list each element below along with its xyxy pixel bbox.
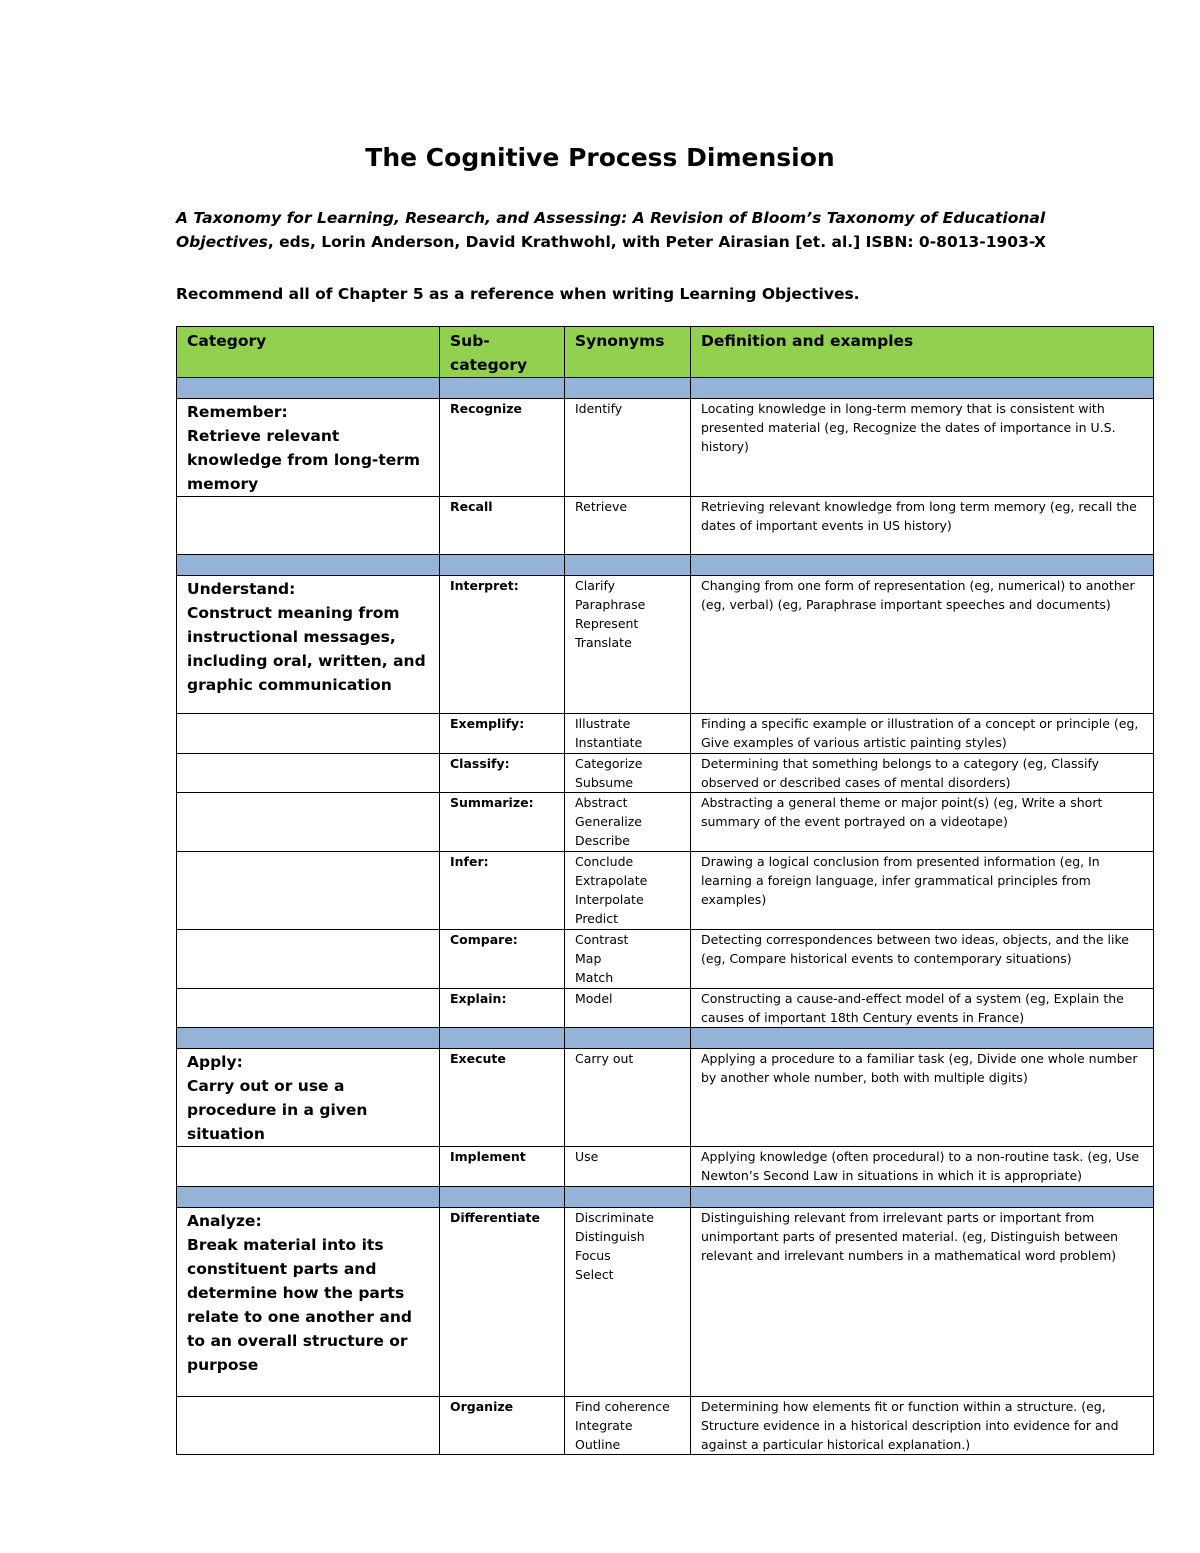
subcategory-cell: Recall — [440, 497, 565, 555]
synonyms-cell — [565, 1208, 691, 1397]
category-cell — [177, 1049, 440, 1147]
section-divider — [177, 378, 1154, 399]
synonym: Map — [575, 951, 602, 966]
divider-cell — [565, 555, 691, 576]
definition-cell: Locating knowledge in long-term memory that is consistent with presented material (eg, Recognize the dates of importance in U.S. history) — [691, 399, 1154, 497]
synonym: Extrapolate — [575, 873, 648, 888]
definition-cell: Changing from one form of representation (eg, numerical) to another (eg, verbal) (eg, Paraphrase important speeches and documents) — [691, 576, 1154, 714]
category-name: Remember: — [187, 403, 288, 421]
definition-cell: Determining how elements fit or function within a structure. (eg, Structure evidence in a historical description into evidence for and against a particular historical explanation.) — [691, 1397, 1154, 1455]
header-definition: Definition and examples — [691, 327, 1154, 378]
synonym: Outline — [575, 1437, 621, 1452]
subcategory-cell: Summarize: — [440, 793, 565, 852]
subcategory-cell: Explain: — [440, 989, 565, 1028]
table-row — [177, 714, 1154, 754]
definition-cell: Constructing a cause-and-effect model of a system (eg, Explain the causes of important 18th Century events in France) — [691, 989, 1154, 1028]
section-divider — [177, 1187, 1154, 1208]
category-name: Analyze: — [187, 1212, 262, 1230]
divider-cell — [691, 1187, 1154, 1208]
table-row — [177, 399, 1154, 497]
divider-cell — [440, 1187, 565, 1208]
synonym: Represent — [575, 616, 639, 631]
divider-cell — [440, 555, 565, 576]
synonym: Carry out — [575, 1051, 634, 1066]
header-synonyms: Synonyms — [565, 327, 691, 378]
synonym: Use — [575, 1149, 599, 1164]
synonym: Interpolate — [575, 892, 644, 907]
synonym: Model — [575, 991, 613, 1006]
book-title-cont: Objectives — [176, 233, 268, 251]
table-row — [177, 852, 1154, 930]
synonym: Conclude — [575, 854, 634, 869]
divider-cell — [691, 555, 1154, 576]
divider-cell — [177, 378, 440, 399]
synonym: Describe — [575, 833, 630, 848]
subcategory-cell: Implement — [440, 1147, 565, 1187]
definition-cell: Determining that something belongs to a category (eg, Classify observed or described cases of mental disorders) — [691, 754, 1154, 793]
synonym: Distinguish — [575, 1229, 645, 1244]
page-title: The Cognitive Process Dimension — [365, 143, 835, 172]
synonym: Subsume — [575, 775, 634, 790]
divider-cell — [440, 378, 565, 399]
table-row — [177, 930, 1154, 989]
synonym: Retrieve — [575, 499, 628, 514]
table-row — [177, 1049, 1154, 1147]
category-cell — [177, 852, 440, 930]
divider-cell — [565, 1187, 691, 1208]
header-category: Category — [177, 327, 440, 378]
table-row — [177, 576, 1154, 714]
synonym: Illustrate — [575, 716, 631, 731]
category-cell — [177, 399, 440, 497]
synonyms-cell — [565, 793, 691, 852]
definition-cell: Applying a procedure to a familiar task (eg, Divide one whole number by another whole number, both with multiple digits) — [691, 1049, 1154, 1147]
category-cell — [177, 989, 440, 1028]
synonym: Paraphrase — [575, 597, 646, 612]
table-row — [177, 754, 1154, 793]
synonym: Categorize — [575, 756, 643, 771]
synonym: Select — [575, 1267, 614, 1282]
definition-cell: Finding a specific example or illustration of a concept or principle (eg, Give examples of various artistic painting styles) — [691, 714, 1154, 754]
table-row — [177, 1397, 1154, 1455]
definition-cell: Abstracting a general theme or major point(s) (eg, Write a short summary of the event portrayed on a videotape) — [691, 793, 1154, 852]
synonym: Match — [575, 970, 614, 985]
synonyms-cell — [565, 576, 691, 714]
synonyms-cell — [565, 754, 691, 793]
divider-cell — [565, 1028, 691, 1049]
table-header-row — [177, 327, 1154, 378]
book-authors: , eds, Lorin Anderson, David Krathwohl, with Peter Airasian [et. al.] ISBN: 0-8013-1903-X — [267, 233, 1046, 251]
divider-cell — [691, 1028, 1154, 1049]
category-description: Retrieve relevant knowledge from long-term memory — [187, 427, 421, 493]
category-cell — [177, 754, 440, 793]
category-cell — [177, 1397, 440, 1455]
divider-cell — [440, 1028, 565, 1049]
divider-cell — [565, 378, 691, 399]
synonyms-cell — [565, 1397, 691, 1455]
synonym: Integrate — [575, 1418, 633, 1433]
definition-cell: Applying knowledge (often procedural) to a non-routine task. (eg, Use Newton’s Second Law in situations in which it is appropriate) — [691, 1147, 1154, 1187]
synonyms-cell — [565, 852, 691, 930]
synonym: Clarify — [575, 578, 616, 593]
synonym: Generalize — [575, 814, 642, 829]
category-cell — [177, 930, 440, 989]
book-title: A Taxonomy for Learning, Research, and Assessing: A Revision of Bloom’s Taxonomy of Educational — [176, 209, 1046, 227]
category-description: Construct meaning from instructional messages, including oral, written, and graphic communication — [187, 604, 426, 694]
subcategory-cell: Infer: — [440, 852, 565, 930]
synonym: Identify — [575, 401, 623, 416]
subcategory-cell: Execute — [440, 1049, 565, 1147]
divider-cell — [177, 1187, 440, 1208]
category-description: Break material into its constituent parts and determine how the parts relate to one another and to an overall structure or purpose — [187, 1236, 413, 1374]
synonym: Discriminate — [575, 1210, 654, 1225]
category-name: Apply: — [187, 1053, 243, 1071]
category-cell — [177, 793, 440, 852]
book-reference — [176, 206, 1116, 254]
synonym: Instantiate — [575, 735, 643, 750]
synonyms-cell — [565, 399, 691, 497]
section-divider — [177, 1028, 1154, 1049]
header-subcategory: Sub- category — [440, 327, 565, 378]
synonym: Contrast — [575, 932, 629, 947]
definition-cell: Drawing a logical conclusion from presented information (eg, In learning a foreign language, infer grammatical principles from examples) — [691, 852, 1154, 930]
subcategory-cell: Differentiate — [440, 1208, 565, 1397]
synonyms-cell — [565, 497, 691, 555]
recommendation-text: Recommend all of Chapter 5 as a reference when writing Learning Objectives. — [176, 285, 860, 303]
section-divider — [177, 555, 1154, 576]
divider-cell — [691, 378, 1154, 399]
definition-cell: Retrieving relevant knowledge from long term memory (eg, recall the dates of important events in US history) — [691, 497, 1154, 555]
synonym: Predict — [575, 911, 619, 926]
definition-cell: Distinguishing relevant from irrelevant parts or important from unimportant parts of presented material. (eg, Distinguish between relevant and irrelevant numbers in a mathematical word problem) — [691, 1208, 1154, 1397]
category-cell — [177, 1147, 440, 1187]
synonyms-cell — [565, 714, 691, 754]
table-row — [177, 1208, 1154, 1397]
synonyms-cell — [565, 930, 691, 989]
subcategory-cell: Organize — [440, 1397, 565, 1455]
synonym: Find coherence — [575, 1399, 670, 1414]
subcategory-cell: Interpret: — [440, 576, 565, 714]
synonyms-cell — [565, 1147, 691, 1187]
subcategory-cell: Recognize — [440, 399, 565, 497]
divider-cell — [177, 1028, 440, 1049]
synonym: Focus — [575, 1248, 611, 1263]
taxonomy-table — [176, 326, 1154, 1455]
table-row — [177, 793, 1154, 852]
subcategory-cell: Exemplify: — [440, 714, 565, 754]
synonyms-cell — [565, 989, 691, 1028]
subcategory-cell: Compare: — [440, 930, 565, 989]
category-cell — [177, 1208, 440, 1397]
table-row — [177, 1147, 1154, 1187]
synonym: Translate — [575, 635, 632, 650]
synonym: Abstract — [575, 795, 628, 810]
synonyms-cell — [565, 1049, 691, 1147]
table-row — [177, 497, 1154, 555]
definition-cell: Detecting correspondences between two ideas, objects, and the like (eg, Compare historical events to contemporary situations) — [691, 930, 1154, 989]
subcategory-cell: Classify: — [440, 754, 565, 793]
category-description: Carry out or use a procedure in a given situation — [187, 1077, 368, 1143]
category-cell — [177, 497, 440, 555]
category-name: Understand: — [187, 580, 296, 598]
table-row — [177, 989, 1154, 1028]
divider-cell — [177, 555, 440, 576]
category-cell — [177, 714, 440, 754]
category-cell — [177, 576, 440, 714]
